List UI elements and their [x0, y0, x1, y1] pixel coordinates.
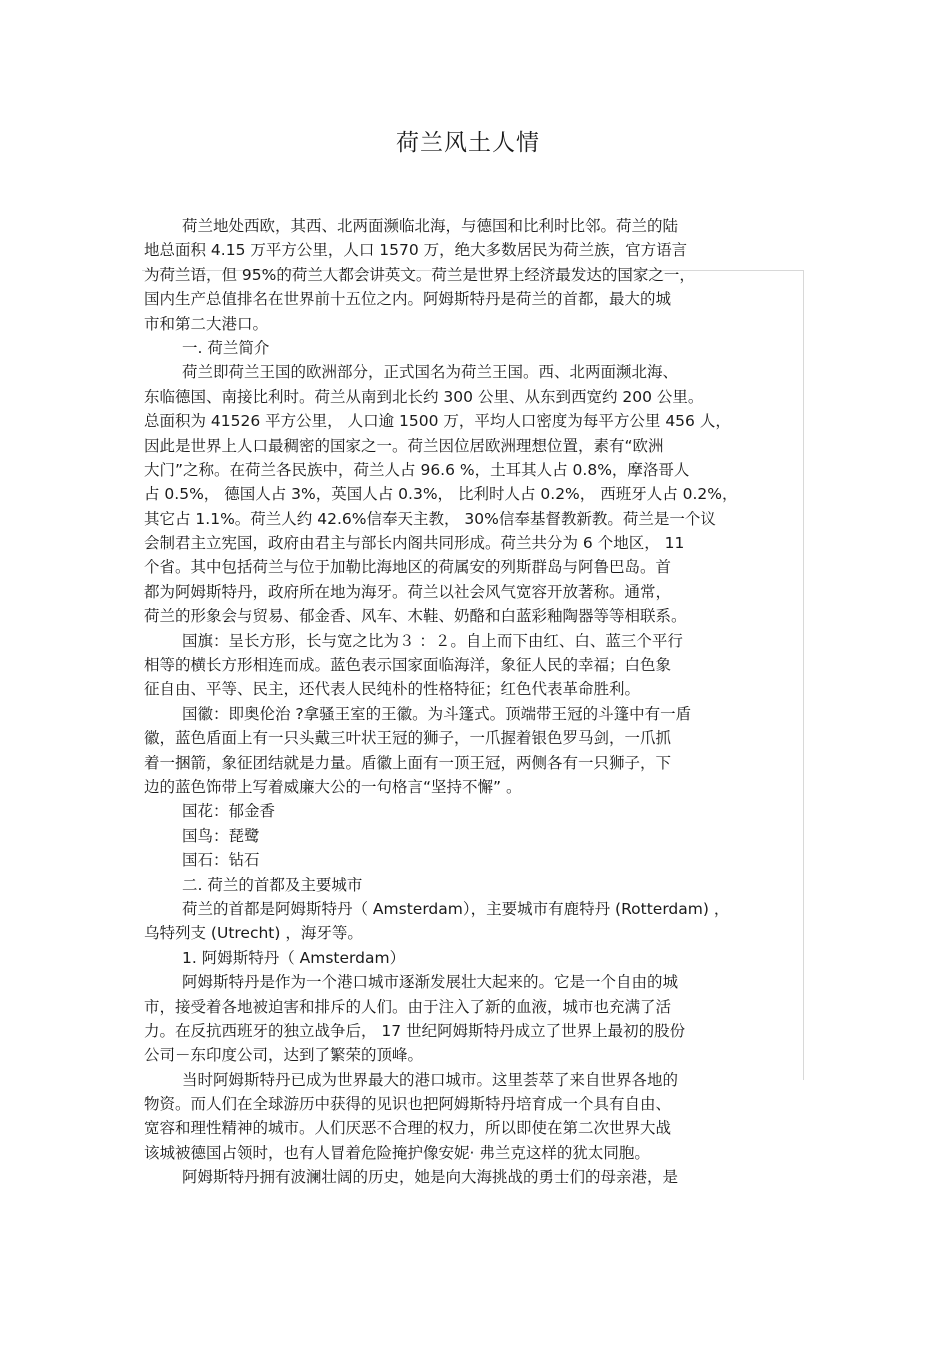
text-line: 因此是世界上人口最稠密的国家之一。荷兰因位居欧洲理想位置，素有“欧洲	[144, 436, 664, 455]
text-line: 荷兰的形象会与贸易、郁金香、风车、木鞋、奶酪和白蓝彩釉陶器等等相联系。	[144, 607, 687, 626]
text-line: 力。在反抗西班牙的独立战争后， 17 世纪阿姆斯特丹成立了世界上最初的股份	[144, 1021, 686, 1040]
text-line: 国花：郁金香	[182, 802, 276, 821]
text-line: 公司－东印度公司，达到了繁荣的顶峰。	[144, 1046, 424, 1065]
text-line: 边的蓝色饰带上写着威廉大公的一句格言“坚持不懈” 。	[144, 777, 522, 796]
text-line: 宽容和理性精神的城市。人们厌恶不合理的权力，所以即使在第二次世界大战	[144, 1119, 672, 1138]
text-line: 二. 荷兰的首都及主要城市	[182, 875, 363, 894]
text-line: 国徽：即奥伦治 ?拿骚王室的王徽。为斗篷式。顶端带王冠的斗篷中有一盾	[182, 704, 692, 723]
text-line: 都为阿姆斯特丹，政府所在地为海牙。荷兰以社会风气宽容开放著称。通常，	[144, 582, 672, 601]
text-line: 会制君主立宪国，政府由君主与部长内阁共同形成。荷兰共分为 6 个地区， 11	[144, 534, 685, 553]
text-line: 市和第二大港口。	[144, 314, 269, 333]
text-line: 东临德国、南接比利时。荷兰从南到北长约 300 公里、从东到西宽约 200 公里。	[144, 387, 704, 406]
text-line: 徽，蓝色盾面上有一只头戴三叶状王冠的狮子，一爪握着银色罗马剑，一爪抓	[144, 729, 672, 748]
text-line: 个省。其中包括荷兰与位于加勒比海地区的荷属安的列斯群岛与阿鲁巴岛。首	[144, 558, 672, 577]
text-line: 总面积为 41526 平方公里， 人口逾 1500 万，平均人口密度为每平方公里 456 人，	[144, 412, 731, 431]
text-line: 大门”之称。在荷兰各民族中，荷兰人占 96.6 %，土耳其人占 0.8%，摩洛哥人	[144, 460, 690, 479]
text-line: 当时阿姆斯特丹已成为世界最大的港口城市。这里荟萃了来自世界各地的	[182, 1070, 679, 1089]
text-line: 一. 荷兰简介	[182, 338, 270, 357]
text-line: 占 0.5%， 德国人占 3%，英国人占 0.3%， 比利时人占 0.2%， 西班牙人占 0.2%，	[144, 485, 738, 504]
text-line: 荷兰地处西欧，其西、北两面濒临北海，与德国和比利时比邻。荷兰的陆	[182, 217, 679, 235]
text-line: 荷兰即荷兰王国的欧洲部分，正式国名为荷兰王国。西、北两面濒北海、	[182, 363, 679, 382]
text-line: 为荷兰语，但 95%的荷兰人都会讲英文。荷兰是世界上经济最发达的国家之一，	[144, 265, 695, 284]
text-line: 国鸟：琵鹭	[182, 826, 260, 845]
text-line: 相等的横长方形相连而成。蓝色表示国家面临海洋，象征人民的幸福；白色象	[144, 656, 672, 675]
text-line: 物资。而人们在全球游历中获得的见识也把阿姆斯特丹培育成一个具有自由、	[144, 1095, 672, 1114]
document-title: 荷兰风土人情	[396, 130, 540, 156]
text-line: 市，接受着各地被迫害和排斥的人们。由于注入了新的血液，城市也充满了活	[144, 997, 672, 1016]
text-line: 国旗：呈长方形，长与宽之比为３ ：２。自上而下由红、白、蓝三个平行	[182, 631, 683, 650]
text-line: 地总面积 4.15 万平方公里，人口 1570 万，绝大多数居民为荷兰族，官方语言	[144, 241, 688, 260]
text-line: 征自由、平等、民主，还代表人民纯朴的性格特征；红色代表革命胜利。	[144, 680, 641, 699]
text-line: 阿姆斯特丹拥有波澜壮阔的历史，她是向大海挑战的勇士们的母亲港，是	[182, 1168, 679, 1187]
text-line: 乌特列支 (Utrecht) ，海牙等。	[144, 924, 363, 943]
text-line: 荷兰的首都是阿姆斯特丹（ Amsterdam），主要城市有鹿特丹 (Rotterdam) ，	[182, 899, 730, 918]
text-line: 阿姆斯特丹是作为一个港口城市逐渐发展壮大起来的。它是一个自由的城	[182, 973, 679, 992]
text-line: 其它占 1.1%。荷兰人约 42.6%信奉天主教， 30%信奉基督教新教。荷兰是一个议	[144, 509, 716, 528]
document-body	[144, 214, 824, 1190]
text-line: 1. 阿姆斯特丹（ Amsterdam）	[182, 948, 406, 967]
text-line: 国内生产总值排名在世界前十五位之内。阿姆斯特丹是荷兰的首都，最大的城	[144, 290, 672, 309]
text-line: 该城被德国占领时，也有人冒着危险掩护像安妮· 弗兰克这样的犹太同胞。	[144, 1143, 650, 1162]
text-line: 着一捆箭，象征团结就是力量。盾徽上面有一顶王冠，两侧各有一只狮子，下	[144, 753, 672, 772]
text-line: 国石：钻石	[182, 851, 260, 870]
